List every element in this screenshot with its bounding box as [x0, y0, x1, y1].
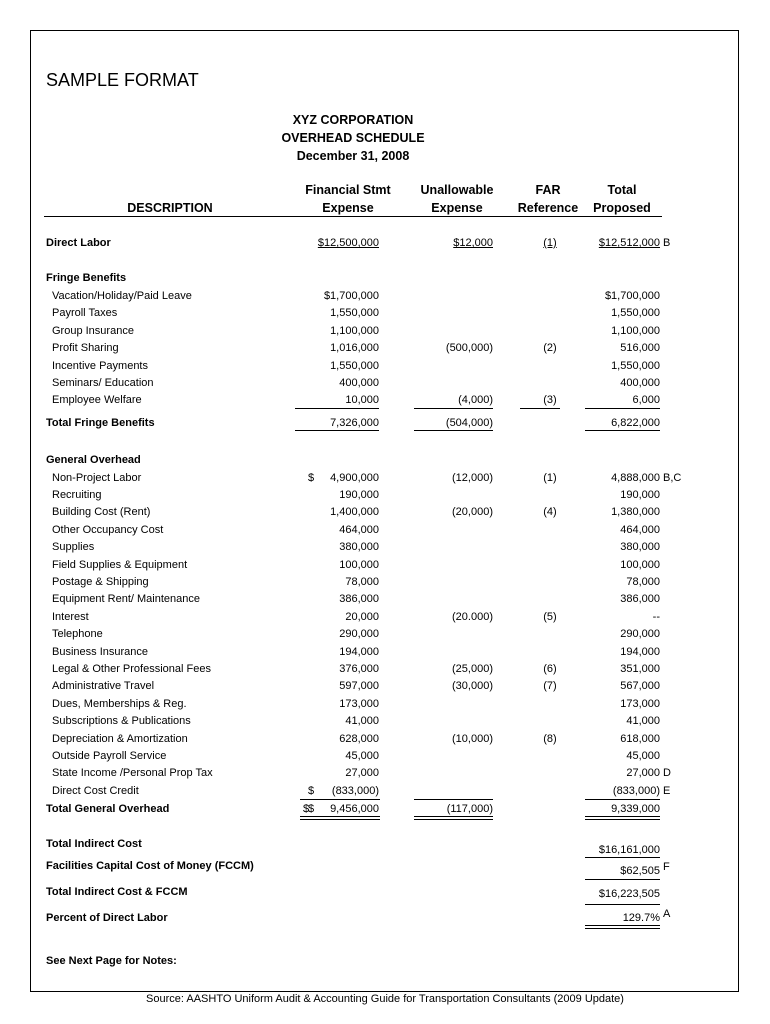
total-proposed-value: 1,380,000: [611, 506, 660, 519]
unallowable-value: (20,000): [452, 506, 493, 519]
schedule-date: December 31, 2008: [296, 149, 410, 163]
unallowable-value: (500,000): [445, 342, 493, 355]
row-label: Direct Cost Credit: [52, 784, 139, 797]
financial-stmt-value: 27,000: [345, 767, 379, 780]
footnote-letter: A: [663, 908, 671, 920]
unallowable-value: (4,000): [458, 394, 493, 407]
far-reference: (6): [543, 662, 557, 675]
unallowable-value: $12,000: [453, 237, 493, 249]
fin-subtotal-rule: [300, 799, 380, 800]
summary-label: Total Indirect Cost: [46, 838, 142, 850]
col-fin-line2: Expense: [322, 201, 374, 215]
fin-total-rule: [295, 430, 379, 431]
summary-label: Facilities Capital Cost of Money (FCCM): [46, 860, 254, 872]
row-label: Total General Overhead: [46, 803, 170, 815]
financial-stmt-value: 41,000: [345, 715, 379, 728]
footnote-letter: B,C: [663, 471, 682, 484]
unallowable-value: (504,000): [445, 417, 493, 429]
col-unal-line2: Expense: [431, 201, 483, 215]
summary-rule: [585, 904, 660, 905]
currency-symbol: $: [308, 471, 315, 484]
col-total-line1: Total: [607, 183, 637, 197]
footnote-letter: E: [663, 784, 671, 797]
financial-stmt-value: 173,000: [339, 697, 379, 710]
col-total-line2: Proposed: [593, 201, 651, 215]
row-label: Depreciation & Amortization: [52, 732, 188, 745]
total-proposed-value: 618,000: [620, 732, 660, 745]
row-label: Profit Sharing: [52, 342, 119, 355]
row-label: Employee Welfare: [52, 394, 142, 407]
total-proposed-value: $1,700,000: [604, 290, 660, 302]
fin-double-rule: [300, 816, 380, 820]
financial-stmt-value: 380,000: [339, 541, 379, 554]
total-proposed-value: 9,339,000: [611, 803, 660, 815]
total-proposed-value: 100,000: [620, 558, 660, 571]
far-reference: (5): [543, 610, 557, 623]
financial-stmt-value: 194,000: [339, 645, 379, 658]
col-description: DESCRIPTION: [127, 201, 213, 215]
summary-double-rule: [585, 925, 660, 929]
col-far-line1: FAR: [535, 183, 561, 197]
total-proposed-value: 386,000: [620, 593, 660, 606]
row-label: Supplies: [52, 541, 95, 554]
financial-stmt-value: 100,000: [339, 558, 379, 571]
total-total-rule: [585, 430, 660, 431]
total-double-rule: [585, 816, 660, 820]
summary-value: $62,505: [620, 865, 660, 877]
unallowable-value: (25,000): [452, 662, 493, 675]
total-proposed-value: (833,000): [612, 784, 660, 797]
fin-subtotal-rule: [295, 408, 379, 409]
row-label: Total Fringe Benefits: [46, 417, 155, 429]
unallowable-value: (30,000): [452, 680, 493, 693]
financial-stmt-value: 1,550,000: [330, 307, 379, 320]
financial-stmt-value: 376,000: [339, 662, 379, 675]
currency-symbol: $: [308, 784, 315, 797]
col-far-line2: Reference: [517, 201, 579, 215]
financial-stmt-value: (833,000): [331, 784, 379, 797]
summary-value: $16,161,000: [598, 844, 660, 856]
far-subtotal-rule: [520, 408, 560, 409]
col-fin-line1: Financial Stmt: [305, 183, 391, 197]
summary-label: Total Indirect Cost & FCCM: [46, 886, 188, 898]
total-proposed-value: 6,822,000: [611, 417, 660, 429]
total-proposed-value: 45,000: [626, 749, 660, 762]
financial-stmt-value: 597,000: [339, 680, 379, 693]
currency-symbol: $: [303, 803, 310, 815]
unallowable-value: (12,000): [452, 471, 493, 484]
row-label: Dues, Memberships & Reg.: [52, 697, 187, 710]
unal-subtotal-rule: [414, 799, 493, 800]
unal-double-rule: [414, 816, 493, 820]
total-subtotal-rule: [585, 408, 660, 409]
row-label: Telephone: [52, 628, 103, 641]
row-label: Equipment Rent/ Maintenance: [52, 593, 200, 606]
total-proposed-value: 6,000: [632, 394, 660, 407]
currency-symbol: $: [308, 803, 315, 815]
summary-label: Percent of Direct Labor: [46, 912, 168, 924]
financial-stmt-value: $1,700,000: [323, 290, 379, 302]
financial-stmt-value: 20,000: [345, 610, 379, 623]
financial-stmt-value: 290,000: [339, 628, 379, 641]
total-proposed-value: 4,888,000: [611, 471, 660, 484]
far-reference: (3): [543, 394, 557, 407]
financial-stmt-value: 10,000: [345, 394, 379, 407]
financial-stmt-value: 1,016,000: [330, 342, 379, 355]
row-label: Group Insurance: [52, 324, 134, 337]
footnote-letter: B: [663, 237, 671, 249]
financial-stmt-value: 9,456,000: [330, 803, 379, 815]
row-label: State Income /Personal Prop Tax: [52, 767, 213, 780]
far-reference: (2): [543, 342, 557, 355]
summary-rule: [585, 857, 660, 858]
total-proposed-value: 1,550,000: [611, 307, 660, 320]
row-label: Subscriptions & Publications: [52, 715, 191, 728]
row-label: Payroll Taxes: [52, 307, 118, 320]
far-reference: (4): [543, 506, 557, 519]
financial-stmt-value: 190,000: [339, 488, 379, 501]
unal-subtotal-rule: [414, 408, 493, 409]
financial-stmt-value: 45,000: [345, 749, 379, 762]
financial-stmt-value: 78,000: [345, 575, 379, 588]
company-name: XYZ CORPORATION: [292, 113, 414, 127]
row-label: Vacation/Holiday/Paid Leave: [52, 290, 192, 302]
summary-value: 129.7%: [622, 912, 660, 924]
unallowable-value: (20.000): [452, 610, 493, 623]
row-label: Other Occupancy Cost: [52, 523, 164, 536]
total-proposed-value: 78,000: [626, 575, 660, 588]
financial-stmt-value: 628,000: [339, 732, 379, 745]
total-proposed-value: --: [652, 610, 660, 623]
row-label: Administrative Travel: [52, 680, 155, 693]
col-unal-line1: Unallowable: [420, 183, 494, 197]
row-label: Business Insurance: [52, 645, 148, 658]
total-proposed-value: 351,000: [620, 662, 660, 675]
row-label: Non-Project Labor: [52, 471, 142, 484]
financial-stmt-value: 4,900,000: [330, 471, 379, 484]
row-label: Outside Payroll Service: [52, 749, 167, 762]
financial-stmt-value: 1,550,000: [330, 359, 379, 372]
total-proposed-value: 173,000: [620, 697, 660, 710]
section-title-fringe: Fringe Benefits: [46, 272, 127, 284]
unallowable-value: (117,000): [446, 803, 493, 815]
summary-value: $16,223,505: [598, 888, 660, 900]
far-reference: (8): [543, 732, 557, 745]
financial-stmt-value: $12,500,000: [317, 237, 379, 249]
row-label: Building Cost (Rent): [52, 506, 151, 519]
row-label: Postage & Shipping: [52, 575, 149, 588]
footnote-letter: D: [663, 767, 671, 780]
financial-stmt-value: 400,000: [339, 377, 379, 389]
row-label: Field Supplies & Equipment: [52, 558, 188, 571]
total-proposed-value: 290,000: [620, 628, 660, 641]
row-label: Interest: [52, 610, 89, 623]
financial-stmt-value: 1,400,000: [330, 506, 379, 519]
financial-stmt-value: 464,000: [339, 523, 379, 536]
row-label: Incentive Payments: [52, 359, 148, 372]
row-label: Legal & Other Professional Fees: [52, 662, 211, 675]
unallowable-value: (10,000): [452, 732, 493, 745]
header-rule: [44, 216, 662, 217]
row-label: Direct Labor: [46, 237, 111, 249]
total-proposed-value: 380,000: [620, 541, 660, 554]
far-reference: (1): [543, 471, 557, 484]
schedule-title: OVERHEAD SCHEDULE: [281, 131, 425, 145]
total-subtotal-rule: [585, 799, 660, 800]
financial-stmt-value: 1,100,000: [330, 324, 379, 337]
total-proposed-value: 1,100,000: [611, 324, 660, 337]
source-note: Source: AASHTO Uniform Audit & Accounting Guide for Transportation Consultants (2009 Update): [146, 993, 624, 1005]
financial-stmt-value: 386,000: [339, 593, 379, 606]
unal-total-rule: [414, 430, 493, 431]
total-proposed-value: 567,000: [620, 680, 660, 693]
total-proposed-value: 194,000: [620, 645, 660, 658]
sample-format-heading: SAMPLE FORMAT: [46, 70, 199, 90]
see-next-page-note: See Next Page for Notes:: [46, 955, 177, 967]
total-proposed-value: 1,550,000: [611, 359, 660, 372]
financial-stmt-value: 7,326,000: [330, 417, 379, 429]
total-proposed-value: 27,000: [626, 767, 660, 780]
far-reference: (1): [543, 237, 557, 249]
total-proposed-value: 516,000: [620, 342, 660, 355]
far-reference: (7): [543, 680, 557, 693]
total-proposed-value: 190,000: [620, 488, 660, 501]
total-proposed-value: 41,000: [626, 715, 660, 728]
total-proposed-value: 464,000: [620, 523, 660, 536]
summary-rule: [585, 879, 660, 880]
total-proposed-value: $12,512,000: [598, 237, 660, 249]
footnote-letter: F: [663, 861, 670, 873]
total-proposed-value: 400,000: [620, 377, 660, 389]
row-label: Recruiting: [52, 488, 102, 501]
section-title-general: General Overhead: [46, 454, 141, 466]
row-label: Seminars/ Education: [52, 377, 154, 389]
